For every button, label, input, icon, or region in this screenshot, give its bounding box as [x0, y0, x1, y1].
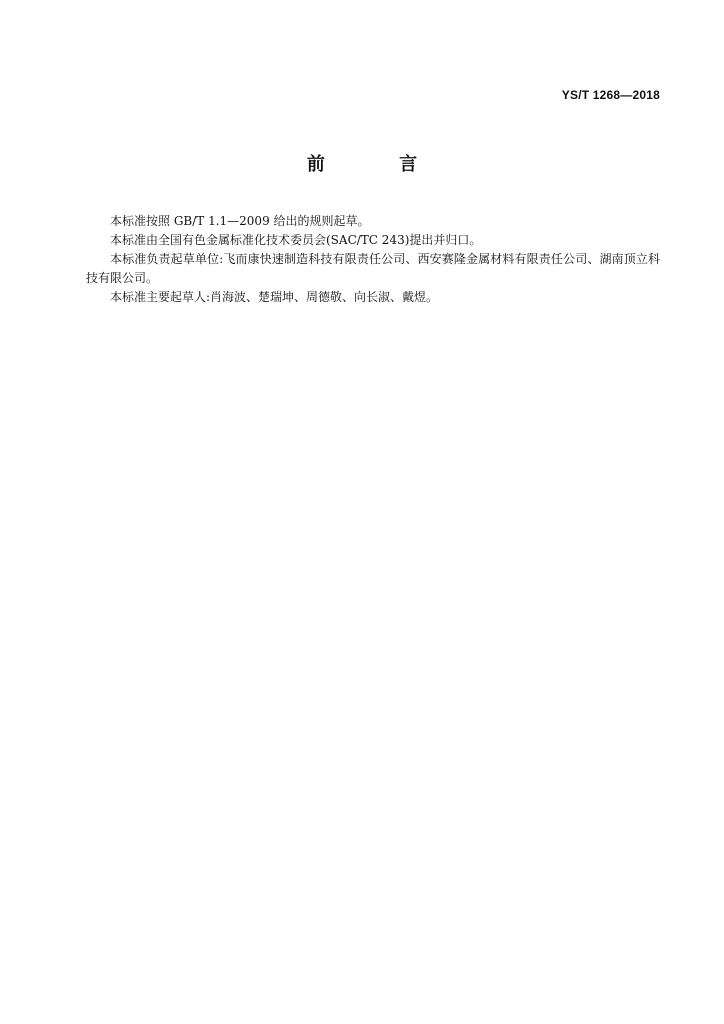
paragraph-proposer: 本标准由全国有色金属标准化技术委员会(SAC/TC 243)提出并归口。 — [110, 233, 482, 247]
standard-number: YS/T 1268—2018 — [561, 88, 660, 102]
foreword-heading: 前 言 — [306, 154, 452, 175]
foreword-body — [86, 212, 660, 307]
paragraph-drafters: 本标准主要起草人:肖海波、楚瑞坤、周德敬、向长淑、戴煜。 — [110, 290, 439, 304]
paragraph-drafting-units: 本标准负责起草单位:飞而康快速制造科技有限责任公司、西安赛隆金属材料有限责任公司、湖南顶立科技有限公司。 — [86, 252, 660, 285]
paragraph-drafting-rules: 本标准按照 GB/T 1.1—2009 给出的规则起草。 — [110, 214, 370, 228]
